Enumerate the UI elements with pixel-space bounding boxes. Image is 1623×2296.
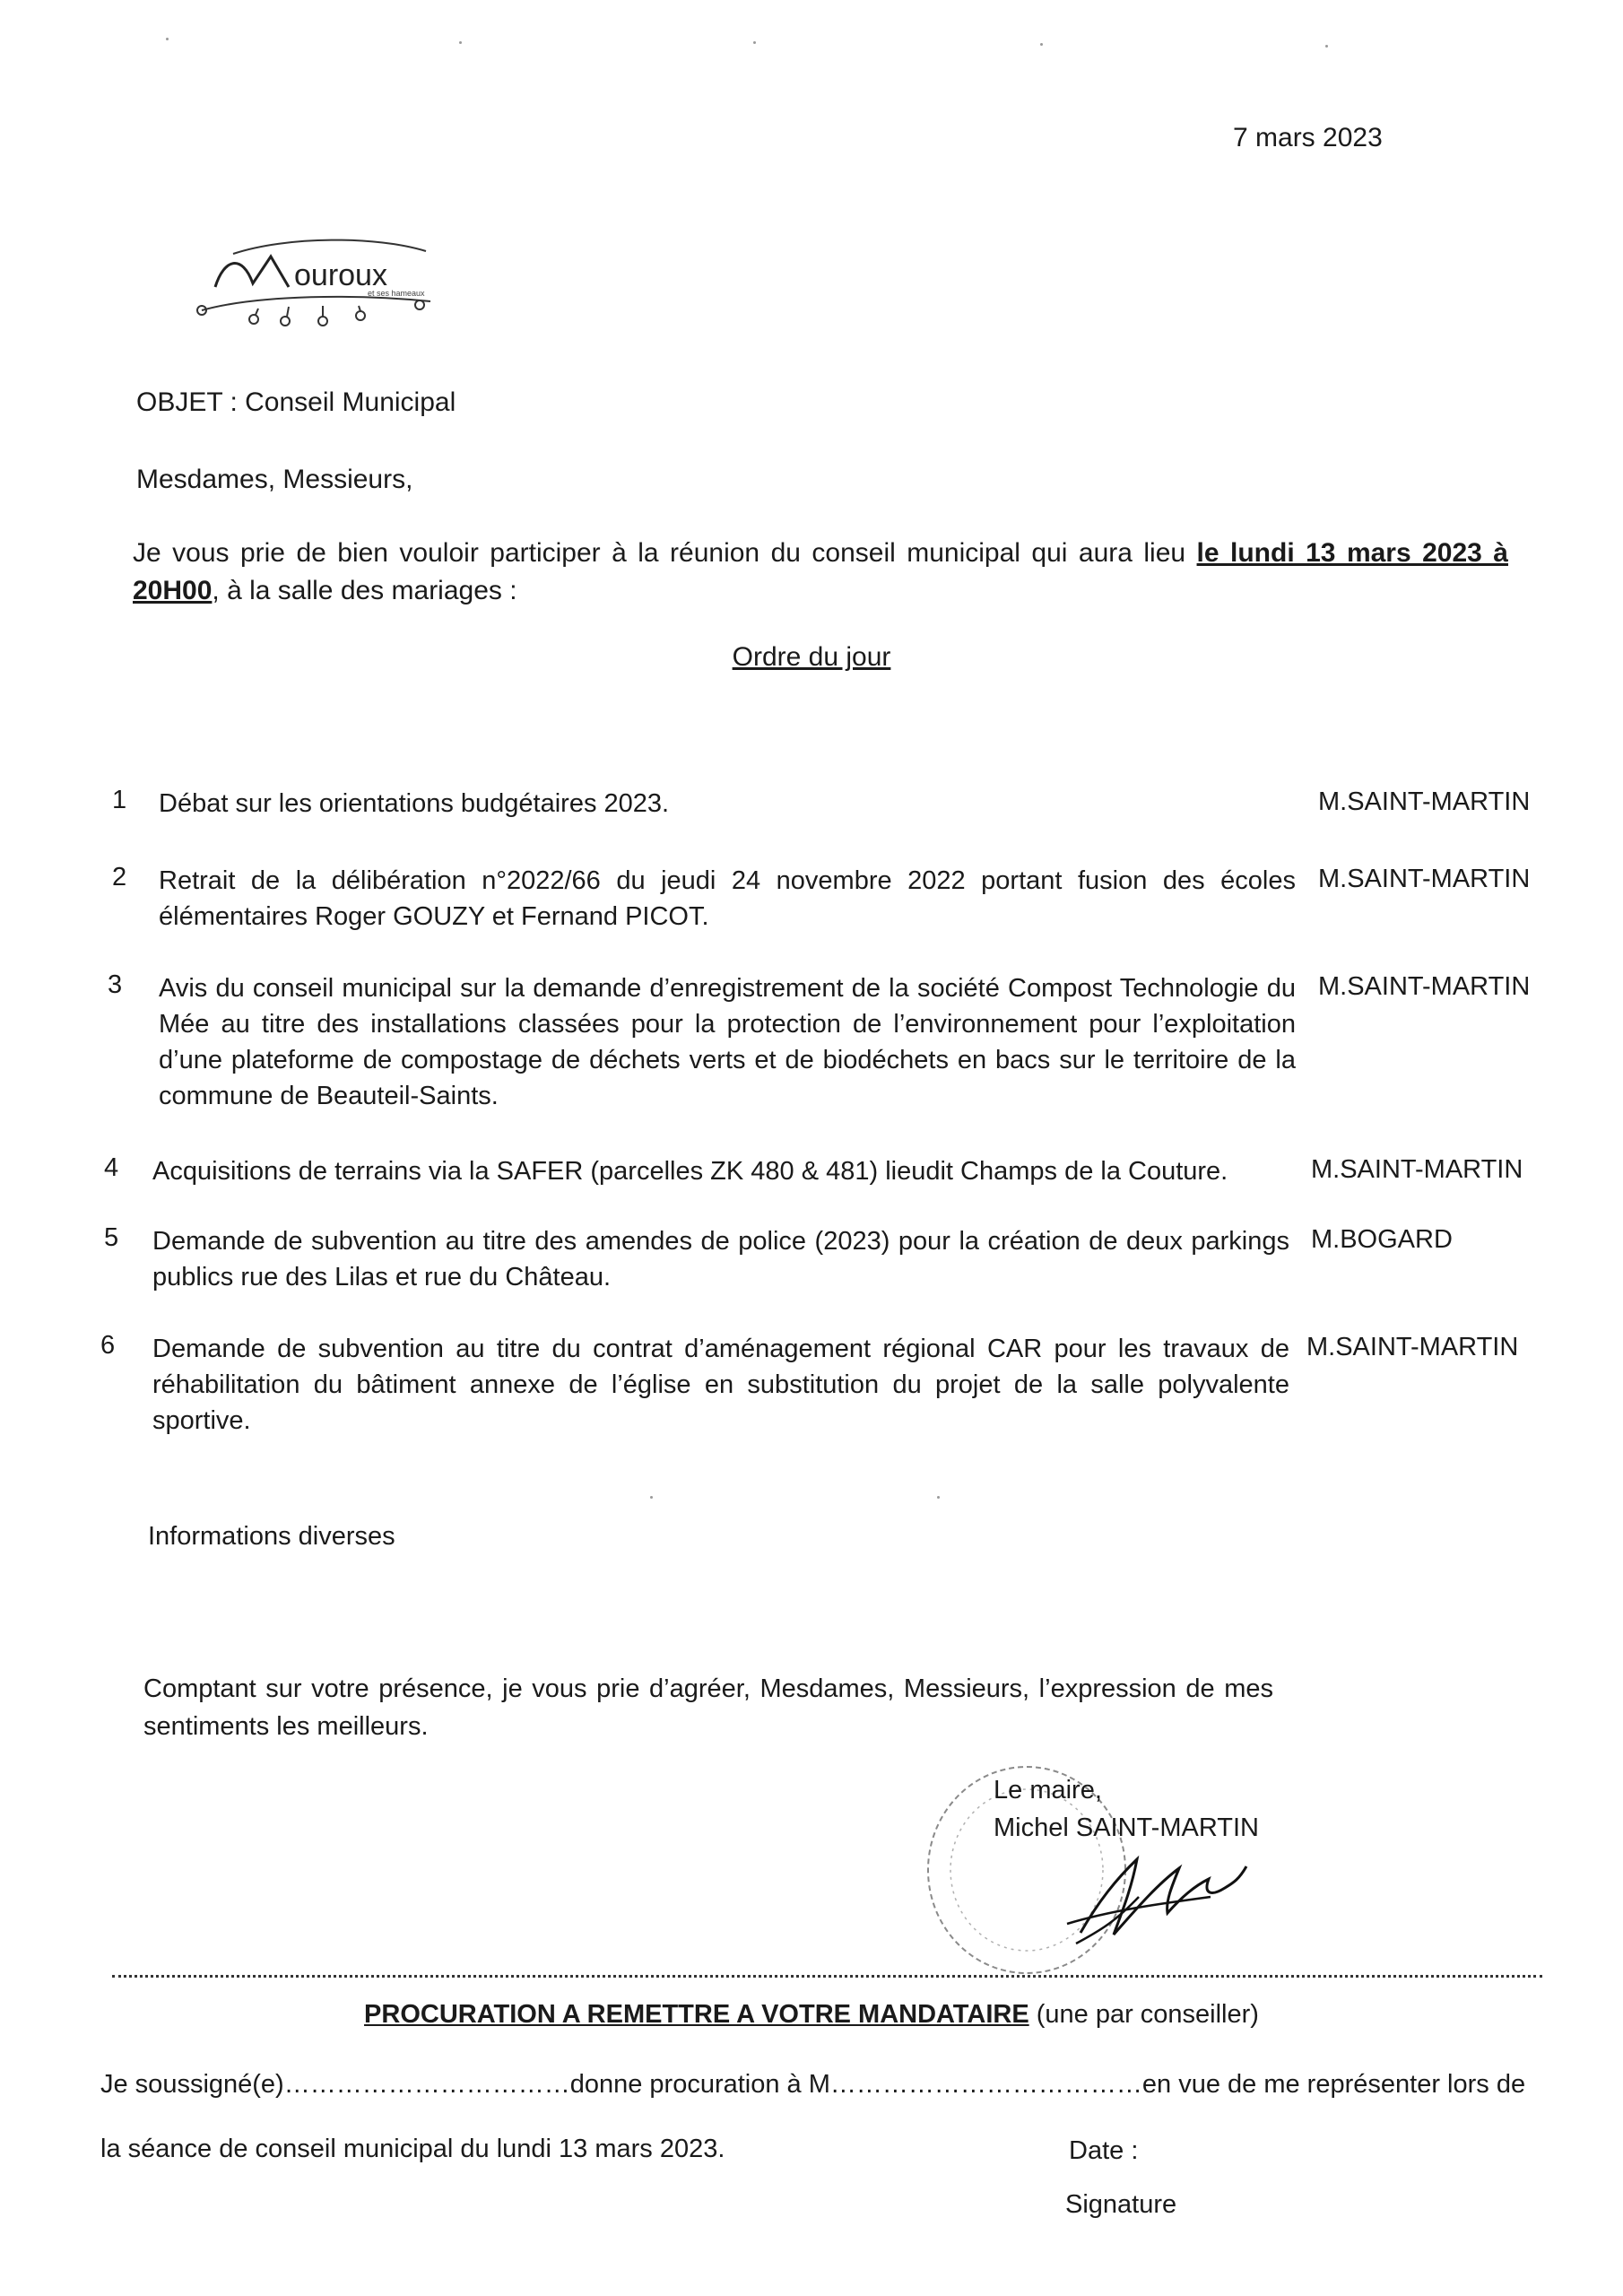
- letter-date: 7 mars 2023: [1233, 123, 1383, 152]
- mouroux-logo: [188, 231, 457, 330]
- letter-salutation: Mesdames, Messieurs,: [136, 465, 413, 494]
- svg-text:ouroux: ouroux: [294, 258, 387, 292]
- proxy-signature-label: Signature: [1065, 2190, 1177, 2219]
- proxy-date-label: Date :: [1069, 2136, 1139, 2165]
- official-stamp-and-signature: [924, 1753, 1300, 1991]
- agenda-item-text: Acquisitions de terrains via la SAFER (parcelles ZK 480 & 481) lieudit Champs de la Couture.: [152, 1157, 1228, 1186]
- agenda-item-rapporteur: M.BOGARD: [1311, 1225, 1453, 1254]
- letter-intro: [133, 535, 1508, 610]
- intro-location: , à la salle des mariages :: [212, 576, 517, 605]
- agenda-item-text: Demande de subvention au titre du contrat d’aménagement régional CAR pour les travaux de réhabilitation du bâtiment annexe de l’église en substitution du projet de la salle polyvalente sportive.: [152, 1335, 1289, 1435]
- agenda-item-number: 3: [108, 970, 123, 999]
- agenda-item-number: 4: [104, 1153, 119, 1182]
- agenda-item-rapporteur: M.SAINT-MARTIN: [1311, 1155, 1523, 1184]
- agenda-item-text: Retrait de la délibération n°2022/66 du jeudi 24 novembre 2022 portant fusion des écoles élémentaires Roger GOUZY et Fernand PICOT.: [159, 866, 1296, 931]
- closing-formula: Comptant sur votre présence, je vous prie d’agréer, Mesdames, Messieurs, l’expression de mes sentiments les meilleurs.: [143, 1674, 1273, 1741]
- svg-text:et ses hameaux: et ses hameaux: [368, 289, 425, 298]
- proxy-title-note: (une par conseiller): [1028, 2000, 1259, 2029]
- agenda-item-text: Débat sur les orientations budgétaires 2023.: [159, 789, 670, 818]
- agenda-item-number: 5: [104, 1223, 119, 1252]
- meeting-date-time: le lundi 13 mars 2023 à 20H00: [133, 538, 1508, 605]
- agenda-item-rapporteur: M.SAINT-MARTIN: [1318, 865, 1531, 893]
- signatory-name: Michel SAINT-MARTIN: [994, 1813, 1259, 1842]
- proxy-form-meeting: la séance de conseil municipal du lundi 13 mars 2023.: [100, 2135, 725, 2163]
- intro-text: Je vous prie de bien vouloir participer à la réunion du conseil municipal qui aura lieu: [133, 538, 1197, 568]
- proxy-form-line: Je soussigné(e)……………………………donne procuration à M………………………………en vue de me représenter lors de: [100, 2070, 1526, 2099]
- proxy-title: [0, 2000, 1623, 2030]
- proxy-title-bold: PROCURATION A REMETTRE A VOTRE MANDATAIRE: [364, 2000, 1029, 2029]
- agenda-item-text: Avis du conseil municipal sur la demande d’enregistrement de la société Compost Technologie du Mée au titre des installations classées pour la protection de l’environnement pour l’exploitation d’une plateforme de compostage de déchets verts et de biodéchets en bacs sur le territoire de la commune de Beauteil-Saints.: [159, 974, 1296, 1110]
- agenda-item-rapporteur: M.SAINT-MARTIN: [1306, 1333, 1519, 1361]
- agenda-item-rapporteur: M.SAINT-MARTIN: [1318, 787, 1531, 816]
- letter-object: OBJET : Conseil Municipal: [136, 387, 456, 417]
- agenda-item-number: 6: [100, 1331, 116, 1360]
- misc-information: Informations diverses: [148, 1522, 395, 1551]
- signatory-title: Le maire,: [994, 1776, 1102, 1805]
- agenda-item-rapporteur: M.SAINT-MARTIN: [1318, 972, 1531, 1001]
- agenda-item-number: 1: [112, 786, 127, 814]
- cut-line-divider: [112, 1975, 1542, 1978]
- agenda-title: Ordre du jour: [732, 642, 891, 672]
- agenda-item-number: 2: [112, 863, 127, 891]
- agenda-item-text: Demande de subvention au titre des amendes de police (2023) pour la création de deux parkings publics rue des Lilas et rue du Château.: [152, 1227, 1289, 1292]
